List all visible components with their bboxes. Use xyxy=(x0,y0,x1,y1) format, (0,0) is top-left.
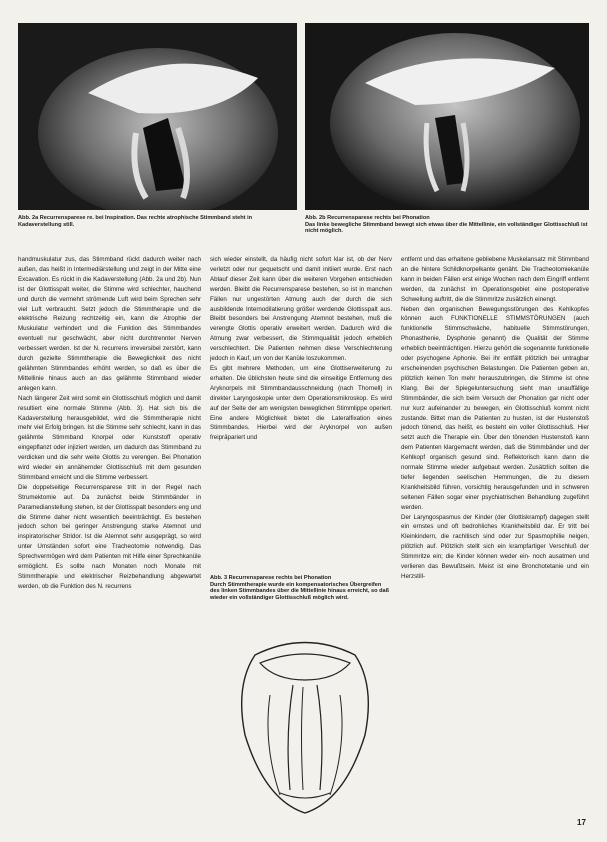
paragraph: Neben den organischen Bewegungsstörungen des Kehlkopfes können auch FUNKTIONELLE STIMMSTÖRUNGEN (auch funktionelle Stimmschwäche, habituelle Stimmstörungen, Phonasthenie, Dysphonie genannt) die Qualität der Stimme erheblich beeinträchtigen. Hierzu gehört die sogenannte funktionelle oder psychogene Aphonie. Bei ihr entfällt plötzlich bei untragbar erscheinenden psychischen Belastungen. Die Patienten geben an, plötzlich keinen Ton mehr herauszubringen, die Stimme ist ohne Klang. Bei der Spiegeluntersuchung sieht man unauffällige Stimmbänder, die sich beim Versuch der Phonation gar nicht oder nur kurz aufeinander zu bewegen, ein Glottisschluß kommt nicht zustande. Bittet man die Patienten zu husten, ist der Hustenstoß jedoch tönend, das heißt, es besteht ein voller Glottisschluß. Hier setzt auch die Therapie ein. Über den tönenden Hustenstoß kann dem Patienten klargemacht werden, daß die Stimmbänder und der Kehlkopf organisch gesund sind. Reflektorisch kann dann die normale Stimme wieder aufgebaut werden. Zusätzlich sollten die tiefer liegenden seelischen Hemmungen, die zu diesem Krankheitsbild führen, vorsichtig herausgefunden und in schweren seltenen Fällen sogar einer psychiatrischen Behandlung zugeführt werden. xyxy=(401,305,589,511)
caption-fig2a: Abb. 2a Recurrensparese re. bei Inspiration. Das rechte atrophische Stimmband steht in Kadaverstellung still. xyxy=(18,215,253,228)
caption-fig2b-body: Das linke bewegliche Stimmband bewegt sich etwas über die Mittellinie, ein vollständiger Glottisschluß ist nicht möglich. xyxy=(305,221,588,235)
paragraph: handmuskulatur zus, das Stimmband rückt dadurch weiter nach außen, das heißt in Intermediärstellung und zeigt in der Mitte eine Excavation. Es rückt in die Kadaverstellung (Abb. 2a und 2b). Nun ist der Glottisspalt weiter, die Stimme wird schlechter, hauchend und durch die vermehrt strömende Luft wird beim Sprechen sehr viel Luft verbraucht. Setzt jedoch die Stimmtherapie und die elektrische Reizung rechtzeitig ein, kann die Atrophie der Muskulatur verhindert und die Funktion des Stimmbandes eventuell nur geschwächt, aber nicht durchtrennter Nerven verbessert werden. Ist der N. recurrens irreversibel zerstört, kann durch gezielte Stimmtherapie die Beweglichkeit des nicht gelähmten Stimmbandes erhöht werden, so daß es über die Mittellinie hinaus auch an das gelähmte Stimmband wieder anlegen kann. xyxy=(18,256,201,392)
caption-fig2b-title: Abb. 2b Recurrensparese rechts bei Phonation xyxy=(305,215,430,221)
larynx-diagram xyxy=(225,625,385,820)
paragraph: Die doppelseitige Recurrensparese tritt in der Regel nach Strumektomie auf. Da zunächst beide Stimmbänder in Paramedianstellung stehen, ist der Glottisspalt besonders eng und die Stimme daher nicht wesentlich beeinträchtigt. Es bestehen jedoch schon bei geringer Anstrengung starke Atemnot und inspiratorischer Stridor. Ist die Atemnot sehr ausgeprägt, so wird unter Umständen sofort eine Tracheotomie notwendig. Das Sprechvermögen wird dem Patienten mit Hilfe einer Sprechkanüle ermöglicht. Es sollte nach Monaten noch Monate mit Stimmtherapie und elektrischer Reizbehandlung abgewartet werden, ob die Funktion des N. recurrens xyxy=(18,483,201,590)
caption-fig3 xyxy=(210,575,392,601)
text-column-2 xyxy=(210,255,392,443)
paragraph: entfernt und das erhaltene gebliebene Muskelansatz mit Stimmband an die hintere Schildknorpelkante genäht. Die Tracheotomiekanüle kann in beiden Fällen erst einige Wochen nach dem Eingriff entfernt werden, da zunächst im Operationsgebiet eine postoperative Schwellung auftritt, die die Stimmritze zusätzlich einengt. xyxy=(401,256,589,303)
larynx-photo-inspiration xyxy=(18,23,297,210)
paragraph: Es gibt mehrere Methoden, um eine Glottiserweiterung zu erhalten. Die üblichsten heute sind die einseitige Entfernung des Aryknorpels mit Stimmbandausschneidung (nach Thornell) in direkter Laryngoskopie unter dem Operationsmikroskop. Es wird auf der Seite der am wenigsten beweglichen Stimmlippe operiert. Eine andere Möglichkeit bietet die Lateralfixation eines Stimmbandes. Hierbei wird der Aryknorpel von außen freipräpariert und xyxy=(210,364,392,442)
larynx-photo-phonation xyxy=(305,23,589,210)
caption-fig2b xyxy=(305,215,589,235)
paragraph: Nach längerer Zeit wird somit ein Glottisschluß möglich und damit resultiert eine normale Stimme (Abb. 3). Hat sich bis die Kadaverstellung herausgebildet, wird die Stimmtherapie nicht mehr viel Erfolg bringen. Ist die Stimme sehr schlecht, kann in das gelähmte Stimmband Knorpel oder Kunststoff operativ eingepflanzt oder injiziert werden, um dadurch das Stimmband zu verdicken und die sehr weite Glottis zu verengen. Bei Phonation wird wieder ein annähernder Glottisschluß mit dem gesunden Stimmband erreicht und die Stimme verbessert. xyxy=(18,394,201,481)
text-column-1 xyxy=(18,255,201,592)
photo-fig2b xyxy=(305,23,589,210)
photo-fig2a xyxy=(18,23,297,210)
larynx-line-drawing xyxy=(225,625,385,820)
paragraph: sich wieder einstellt, da häufig nicht sofort klar ist, ob der Nerv verletzt oder nur gequetscht und damit initiiert wurde. Erst nach Ablauf dieser Zeit kann über die weiteren Vorgehen entschieden werden. Bleibt die Recurrensparese bestehen, so ist in manchen Fällen nur ungestörten Atmung auch der durch die sich ausbildende Internodilatierung größer werdende Glottisspalt aus. Bleibt besonders bei Anstrengung Atemnot bestehen, muß die verengte Glottis operativ erweitert werden. Dadurch wird die Atmung zwar verbessert, die Stimmqualität jedoch erheblich verschlechtert. Die Patienten nehmen diese Verschlechterung jedoch in Kauf, um von der Kanüle loszukommen. xyxy=(210,256,392,363)
caption-fig3-body: Durch Stimmtherapie wurde ein kompensatorisches Übergreifen des linken Stimmbandes über die Mittellinie hinaus erreicht, so daß wieder ein vollständiger Glottisschluß möglich wird. xyxy=(210,581,390,601)
text-column-3 xyxy=(401,255,589,582)
paragraph: Der Laryngospasmus der Kinder (der Glottiskrampf) dagegen stellt ein ernstes und oft bedrohliches Krankheitsbild dar. Er tritt bei Kleinkindern, die rachitisch sind oder zur Spasmophilie neigen, plötzlich auf. Plötzlich stellt sich ein krampfartiger Verschluß der Stimmritze ein; die Kinder können weder ein- noch ausatmen und verlieren das Bewußtsein. Meist ist eine Bronchotetanie und ein Herzstill- xyxy=(401,513,589,580)
page-number: 17 xyxy=(577,818,586,827)
caption-fig3-title: Abb. 3 Recurrensparese rechts bei Phonation xyxy=(210,575,332,581)
